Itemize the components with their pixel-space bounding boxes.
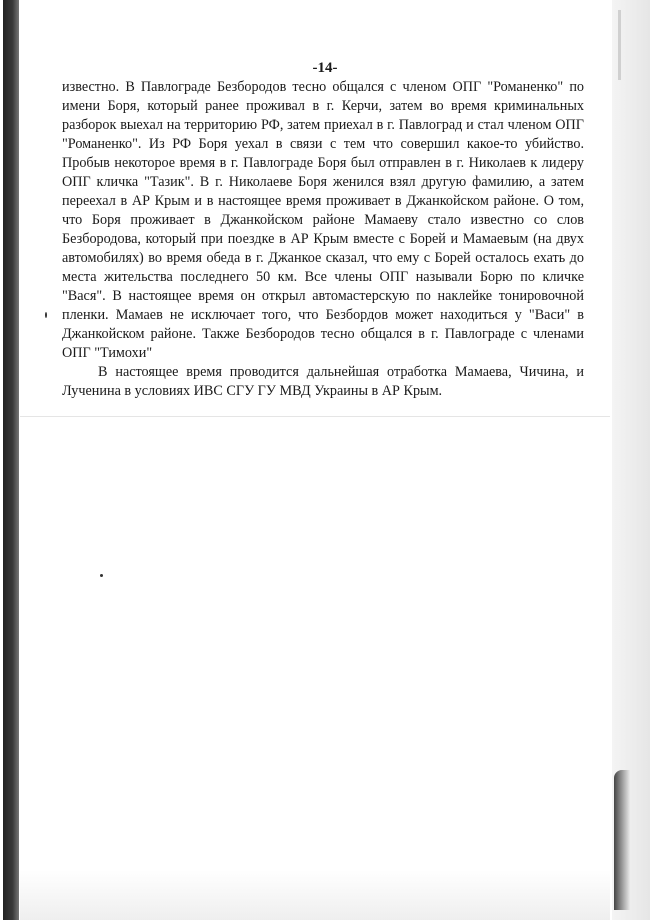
scan-speck [45,312,47,318]
paragraph-2: В настоящее время проводится дальнейшая отработка Мамаева, Чичина, и Лученина в условиях ИВС СГУ ГУ МВД Украины в АР Крым. [62,364,584,399]
paragraph-1: известно. В Павлограде Безбородов тесно общался с членом ОПГ "Романенко" по имени Боря, который ранее проживал в г. Керчи, затем во время криминальных разборок выехал на территорию РФ, затем приехал в г. Павлоград и стал членом ОПГ "Романенко". Из РФ Боря уехал в связи с тем что совершил какое-то убийство. Пробыв некоторое время в г. Павлограде Боря был отправлен в г. Николаев к лидеру ОПГ кличка "Тазик". В г. Николаеве Боря женился взял другую фамилию, а затем переехал в АР Крым и в настоящее время проживает в Джанкойском районе. О том, что Боря проживает в Джанкойском районе Мамаеву стало известно со слов Безбородова, который при поездке в АР Крым вместе с Борей и Мамаевым (на двух автомобилях) во время обеда в г. Джанкое сказал, что ему с Борей осталось ехать до места жительства последнего 50 км. Все члены ОПГ называли Борю по кличке "Вася". В настоящее время он открыл автомастерскую по наклейке тонировочной пленки. Мамаев не исключает того, что Безбордов может находиться у "Васи" в Джанкойском районе. Также Безбородов тесно общался в г. Павлограде с членами ОПГ "Тимохи" [62,79,584,361]
page-number: -14- [312,60,338,76]
scan-left-edge-bar [3,0,19,920]
scan-fold-line [20,416,610,417]
document-body [62,78,584,401]
scan-bottom-shadow [20,870,610,920]
scan-bottom-mark [614,770,630,910]
scan-right-edge [612,0,650,920]
scan-speck [100,574,103,577]
